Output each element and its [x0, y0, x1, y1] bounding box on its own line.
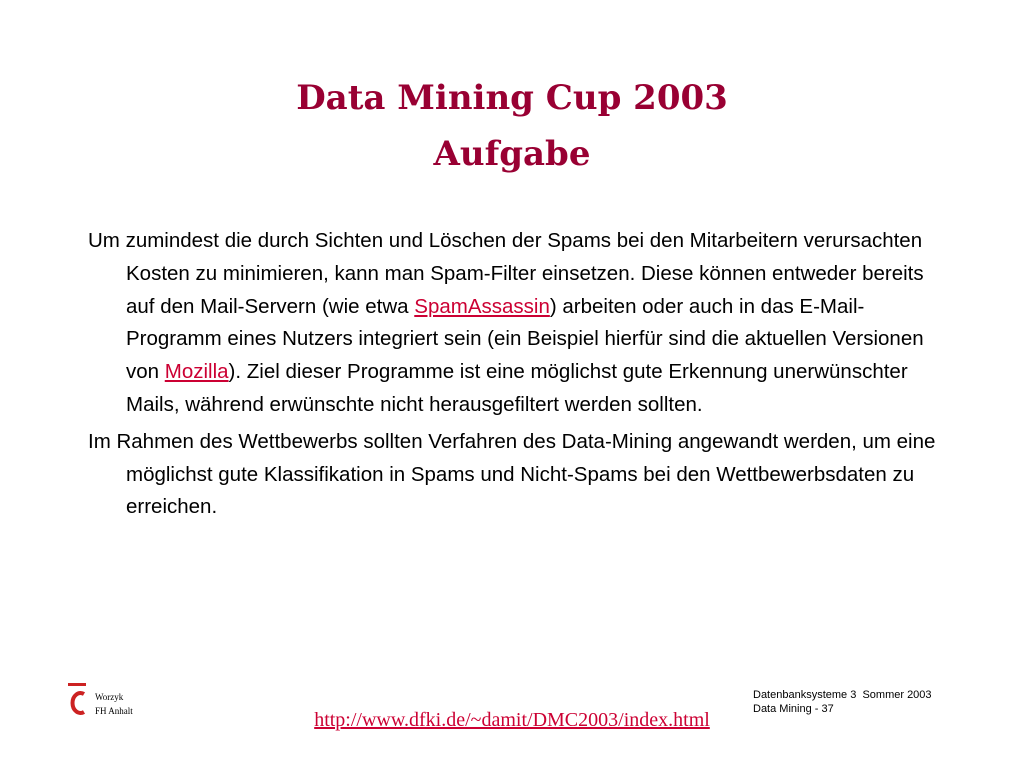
author-name: Worzyk	[95, 692, 124, 702]
para1-text-middle: ) arbeiten oder auch in das E-Mail-Programm eines Nutzers integriert sein (ein Beispiel hierfür sind die aktuellen Versionen von	[126, 294, 924, 384]
slide-title-block	[0, 70, 1024, 182]
paragraph-competition: Im Rahmen des Wettbewerbs sollten Verfahren des Data-Mining angewandt werden, um eine möglichst gute Klassifikation in Spams und Nicht-Spams bei den Wettbewerbsdaten zu erreichen.	[88, 429, 936, 519]
mozilla-link[interactable]: Mozilla	[164, 360, 229, 384]
para1-text-start: Um zumindest die durch Sichten und Löschen der Spams bei den Mitarbeitern verursachten Kosten zu minimieren, kann man Spam-Filter einsetzen. Diese können entweder bereits auf den Mail-Servern (wie etwa	[88, 229, 924, 318]
dmc2003-url-link[interactable]: http://www.dfki.de/~damit/DMC2003/index.html	[314, 709, 710, 731]
author-institution: FH Anhalt	[95, 706, 133, 716]
page-number: Data Mining - 37	[753, 703, 834, 715]
paragraph-spam-filters	[88, 225, 948, 422]
logo-bar	[68, 683, 86, 686]
slide-body	[88, 225, 948, 528]
slide-subtitle: Aufgabe	[433, 134, 591, 174]
course-name: Datenbanksysteme 3 Sommer 2003	[753, 689, 932, 701]
footer-course-info	[753, 688, 932, 716]
slide-title: Data Mining Cup 2003	[296, 78, 728, 118]
para1-text-end: ). Ziel dieser Programme ist eine möglichst gute Erkennung unerwünschter Mails, während erwünschte nicht herausgefiltert werden sollten.	[126, 360, 908, 416]
spamassassin-link[interactable]: SpamAssassin	[414, 294, 550, 318]
